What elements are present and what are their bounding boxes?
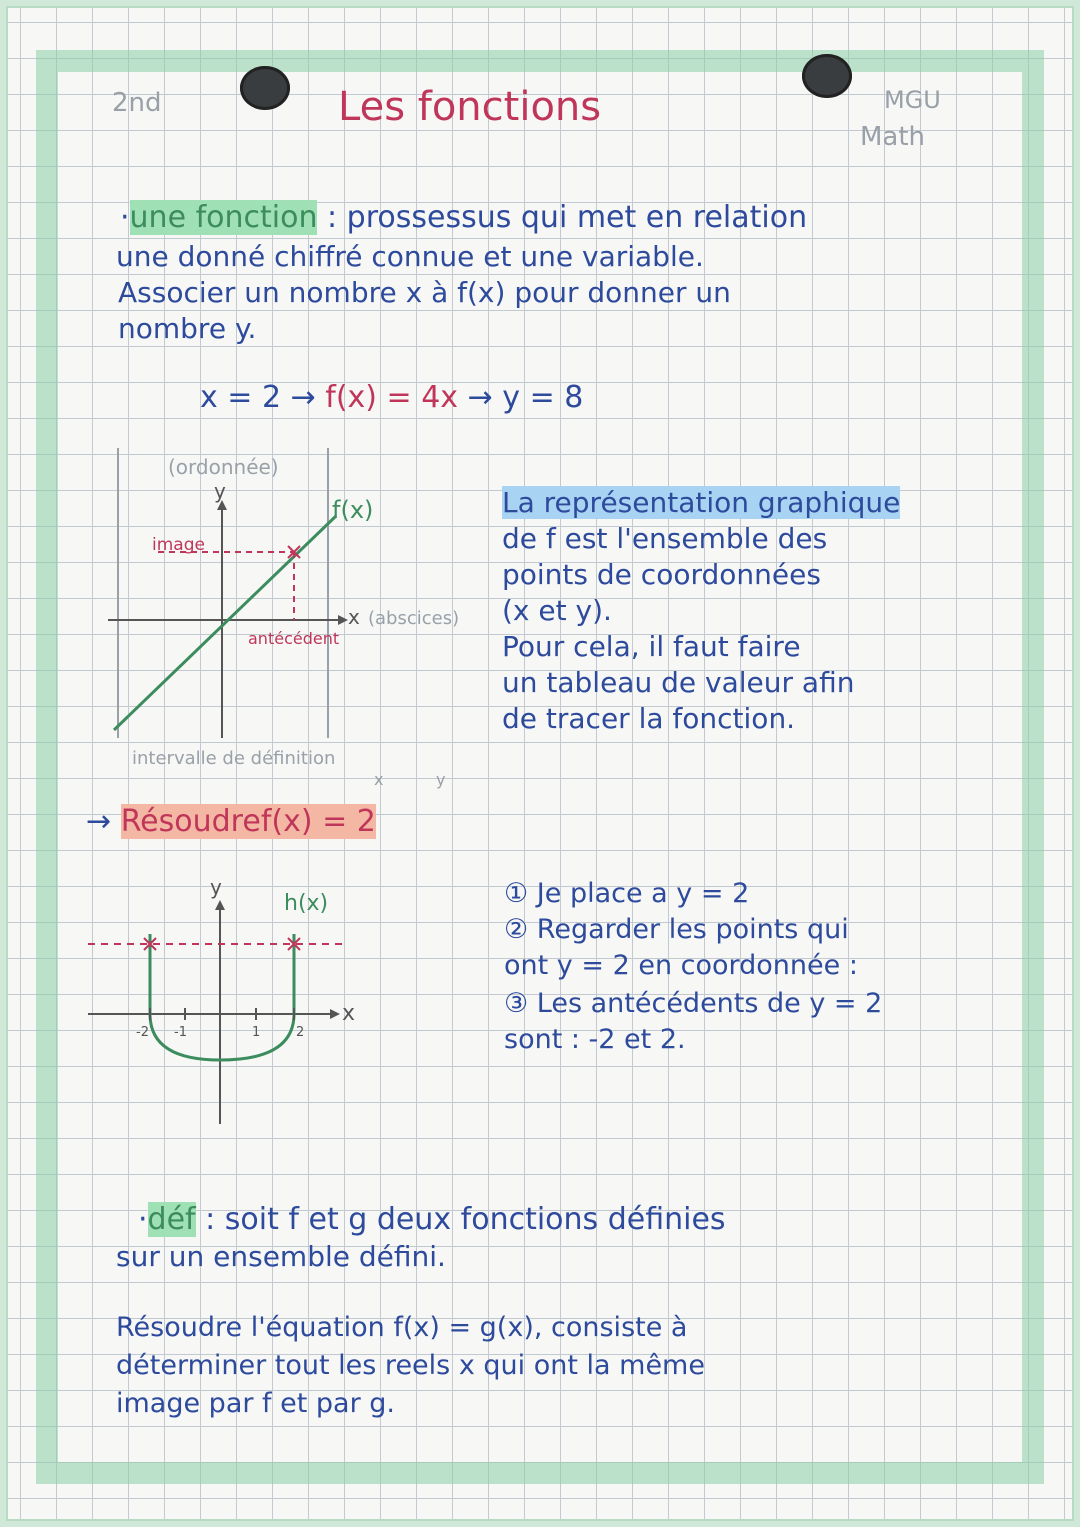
def2-line-2: sur un ensemble défini. <box>116 1240 446 1273</box>
definition-line-1 <box>120 202 807 234</box>
step-3: ③ Les antécédents de y = 2 <box>504 988 883 1019</box>
x-hint: x <box>374 770 384 789</box>
x-axis-arrow <box>330 1009 340 1019</box>
tick-label: 1 <box>252 1025 261 1040</box>
x-axis-arrow <box>338 615 348 625</box>
bullet: · <box>120 200 130 235</box>
y-axis-label: y <box>210 875 222 899</box>
antecedent-label: antécédent <box>248 629 340 648</box>
resolve-equation: f(x) = 2 <box>260 804 376 839</box>
definition-line-3: Associer un nombre x à f(x) pour donner un <box>118 276 731 309</box>
representation-line-4: (x et y). <box>502 594 612 627</box>
x-axis-label: x <box>342 1001 356 1026</box>
step-2-cont: ont y = 2 en coordonnée : <box>504 950 858 981</box>
binder-hole-left <box>240 66 290 110</box>
conclusion-line-3: image par f et par g. <box>116 1388 396 1419</box>
resolve-arrow: → <box>86 804 112 839</box>
tick-label: -2 <box>136 1025 149 1040</box>
definition-line-2: une donné chiffré connue et une variable. <box>116 240 704 273</box>
step-1: ① Je place a y = 2 <box>504 878 750 909</box>
representation-term: La représentation graphique <box>502 486 901 519</box>
x-axis-label: x <box>348 605 360 629</box>
example-arrow: → <box>467 380 493 415</box>
definition-text: : prossessus qui met en relation <box>327 200 808 235</box>
def2-term: déf <box>147 1202 196 1237</box>
definition-term: une fonction <box>129 200 318 235</box>
bullet: · <box>138 1202 148 1237</box>
class-label: 2nd <box>112 88 162 118</box>
ordinate-label: (ordonnée) <box>168 455 279 479</box>
h-curve <box>150 934 294 1060</box>
tick-label: 2 <box>296 1025 305 1040</box>
example-line <box>200 382 583 414</box>
step-3-cont: sont : -2 et 2. <box>504 1024 686 1055</box>
example-x: x = 2 → <box>200 380 316 415</box>
representation-line-1 <box>502 488 900 517</box>
representation-line-3: points de coordonnées <box>502 558 821 591</box>
y-hint: y <box>436 770 446 789</box>
image-label: image <box>152 535 205 555</box>
step-2: ② Regarder les points qui <box>504 914 849 945</box>
y-axis-label: y <box>214 479 226 503</box>
resolve-word: Résoudre <box>120 804 261 839</box>
conclusion-line-2: déterminer tout les reels x qui ont la même <box>116 1350 705 1381</box>
definition-line-4: nombre y. <box>118 312 257 345</box>
subject-label: Math <box>860 122 926 152</box>
author-label: MGU <box>884 86 941 114</box>
curve-label: f(x) <box>332 496 374 524</box>
function-line <box>114 516 336 730</box>
representation-line-6: un tableau de valeur afin <box>502 666 855 699</box>
abscissa-label: (abscices) <box>368 608 460 629</box>
y-axis-arrow <box>215 900 225 910</box>
representation-line-2: de f est l'ensemble des <box>502 522 828 555</box>
domain-label: intervalle de définition <box>132 748 336 769</box>
def2-line-1 <box>138 1204 726 1236</box>
conclusion-line-1: Résoudre l'équation f(x) = g(x), consiste à <box>116 1312 688 1343</box>
linear-function-graph <box>98 438 488 778</box>
def2-text: : soit f et g deux fonctions définies <box>205 1202 726 1237</box>
representation-line-5: Pour cela, il faut faire <box>502 630 801 663</box>
h-function-graph <box>78 868 398 1138</box>
notebook-page <box>8 8 1072 1519</box>
binder-hole-right <box>802 54 852 98</box>
example-y: y = 8 <box>502 380 584 415</box>
example-f: f(x) = 4x <box>325 380 459 415</box>
page-title: Les fonctions <box>338 84 602 130</box>
resolve-heading <box>86 806 376 838</box>
curve-label: h(x) <box>284 891 329 916</box>
tick-label: -1 <box>174 1025 187 1040</box>
representation-line-7: de tracer la fonction. <box>502 702 796 735</box>
